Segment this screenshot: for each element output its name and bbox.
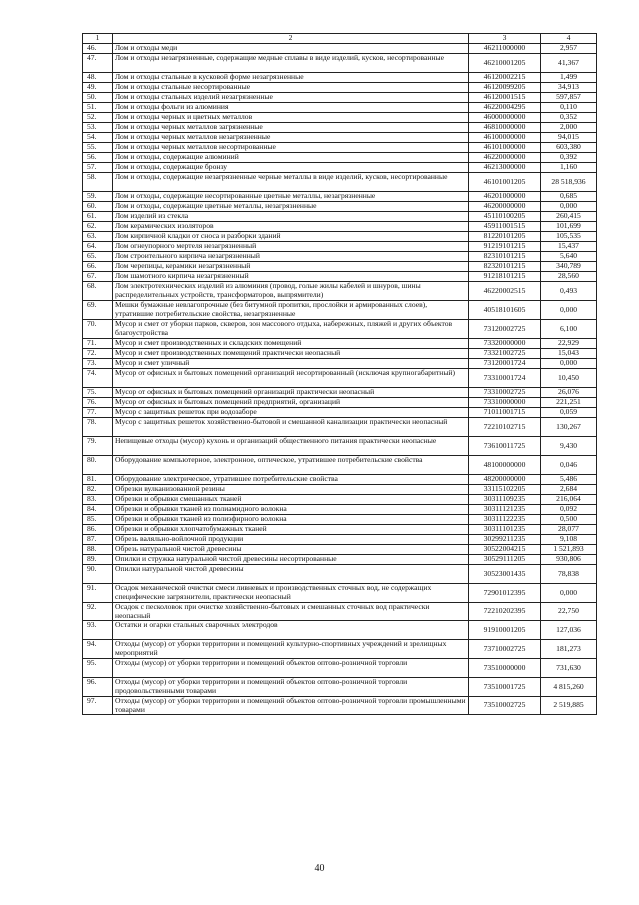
table-row [83, 475, 597, 485]
waste-amount: 930,806 [541, 555, 597, 565]
waste-code: 30522004215 [469, 545, 541, 555]
row-number: 71. [83, 339, 113, 349]
waste-name: Отходы (мусор) от уборки территории и помещений объектов оптово-розничной торговли промышленными товарами [113, 697, 469, 715]
table-row [83, 535, 597, 545]
waste-code: 46810000000 [469, 123, 541, 133]
table-row [83, 232, 597, 242]
row-number: 87. [83, 535, 113, 545]
row-number: 53. [83, 123, 113, 133]
row-number: 88. [83, 545, 113, 555]
waste-code: 91218101215 [469, 272, 541, 282]
row-number: 89. [83, 555, 113, 565]
row-number: 47. [83, 54, 113, 73]
waste-amount: 6,100 [541, 320, 597, 339]
row-number: 51. [83, 103, 113, 113]
row-number: 75. [83, 388, 113, 398]
waste-code: 73310002725 [469, 388, 541, 398]
waste-amount: 1,160 [541, 163, 597, 173]
waste-name: Обрезки и обрывки смешанных тканей [113, 495, 469, 505]
table-row [83, 697, 597, 715]
table-row [83, 398, 597, 408]
waste-code: 73710002725 [469, 640, 541, 659]
waste-amount: 4 815,260 [541, 678, 597, 697]
row-number: 76. [83, 398, 113, 408]
waste-code: 82310101215 [469, 252, 541, 262]
table-row [83, 301, 597, 320]
table-row [83, 495, 597, 505]
row-number: 52. [83, 113, 113, 123]
waste-amount: 28 518,936 [541, 173, 597, 192]
row-number: 49. [83, 83, 113, 93]
waste-amount: 105,535 [541, 232, 597, 242]
waste-code: 72210102715 [469, 418, 541, 437]
row-number: 77. [83, 408, 113, 418]
waste-amount: 22,929 [541, 339, 597, 349]
table-row [83, 262, 597, 272]
table-row [83, 173, 597, 192]
table-row [83, 349, 597, 359]
waste-amount: 0,352 [541, 113, 597, 123]
waste-code: 30311109235 [469, 495, 541, 505]
waste-name: Лом строительного кирпича незагрязненный [113, 252, 469, 262]
table-row [83, 505, 597, 515]
waste-name: Оборудование компьютерное, электронное, оптическое, утратившее потребительские свойства [113, 456, 469, 475]
waste-name: Лом и отходы, содержащие бронзу [113, 163, 469, 173]
waste-amount: 2 519,885 [541, 697, 597, 715]
waste-name: Лом и отходы стальные несортированные [113, 83, 469, 93]
row-number: 61. [83, 212, 113, 222]
table-row [83, 222, 597, 232]
table-row [83, 163, 597, 173]
table-row [83, 282, 597, 301]
table-row [83, 515, 597, 525]
waste-amount: 340,789 [541, 262, 597, 272]
waste-table-body [83, 34, 597, 715]
waste-code: 46101000000 [469, 143, 541, 153]
waste-amount: 0,092 [541, 505, 597, 515]
waste-name: Лом изделий из стекла [113, 212, 469, 222]
row-number: 84. [83, 505, 113, 515]
table-row [83, 123, 597, 133]
table-row [83, 678, 597, 697]
waste-code: 45911001515 [469, 222, 541, 232]
row-number: 50. [83, 93, 113, 103]
waste-name: Лом и отходы фольги из алюминия [113, 103, 469, 113]
waste-amount: 1 521,893 [541, 545, 597, 555]
waste-name: Остатки и огарки стальных сварочных электродов [113, 621, 469, 640]
waste-code: 73310000000 [469, 398, 541, 408]
row-number: 55. [83, 143, 113, 153]
table-row [83, 153, 597, 163]
waste-name: Мешки бумажные невлагопрочные (без битумной пропитки, прослойки и армированных слоев), утратившие потребительские свойства, незагрязненные [113, 301, 469, 320]
waste-code: 30311101235 [469, 525, 541, 535]
waste-amount: 0,493 [541, 282, 597, 301]
row-number: 81. [83, 475, 113, 485]
waste-name: Опилки и стружка натуральной чистой древесины несортированные [113, 555, 469, 565]
waste-code: 30523001435 [469, 565, 541, 584]
waste-name: Мусор с защитных решеток хозяйственно-бытовой и смешанной канализации практически неопасный [113, 418, 469, 437]
waste-code: 73310001724 [469, 369, 541, 388]
waste-name: Лом кирпичной кладки от сноса и разборки зданий [113, 232, 469, 242]
waste-name: Обрезки и обрывки тканей из полиамидного волокна [113, 505, 469, 515]
waste-amount: 0,685 [541, 192, 597, 202]
waste-code: 33115102205 [469, 485, 541, 495]
waste-name: Лом шамотного кирпича незагрязненный [113, 272, 469, 282]
waste-code: 81220101205 [469, 232, 541, 242]
waste-name: Осадок с песколовок при очистке хозяйственно-бытовых и смешанных сточных вод практически неопасный [113, 603, 469, 621]
waste-amount: 130,267 [541, 418, 597, 437]
waste-amount: 216,064 [541, 495, 597, 505]
waste-code: 30529111205 [469, 555, 541, 565]
waste-amount: 94,015 [541, 133, 597, 143]
waste-name: Обрезки вулканизованной резины [113, 485, 469, 495]
waste-name: Осадок механической очистки смеси ливневых и производственных сточных вод, не содержащих специфические загрязнители, практически неопасный [113, 584, 469, 603]
waste-name: Лом и отходы, содержащие цветные металлы, незагрязненные [113, 202, 469, 212]
table-row [83, 485, 597, 495]
waste-amount: 731,630 [541, 659, 597, 678]
waste-amount: 0,392 [541, 153, 597, 163]
waste-code: 46220002515 [469, 282, 541, 301]
table-row [83, 103, 597, 113]
table-row [83, 603, 597, 621]
waste-name: Мусор и смет от уборки парков, скверов, зон массового отдыха, набережных, пляжей и других объектов благоустройства [113, 320, 469, 339]
table-row [83, 565, 597, 584]
waste-amount: 101,699 [541, 222, 597, 232]
waste-code: 46120002215 [469, 73, 541, 83]
row-number: 73. [83, 359, 113, 369]
page-number: 40 [314, 863, 325, 874]
row-number: 94. [83, 640, 113, 659]
waste-code: 73510001725 [469, 678, 541, 697]
waste-code: 46220004295 [469, 103, 541, 113]
row-number: 72. [83, 349, 113, 359]
waste-name: Мусор от офисных и бытовых помещений организаций несортированный (исключая крупногабаритный) [113, 369, 469, 388]
waste-amount: 5,486 [541, 475, 597, 485]
table-row [83, 113, 597, 123]
waste-amount: 22,750 [541, 603, 597, 621]
table-row [83, 418, 597, 437]
waste-amount: 221,251 [541, 398, 597, 408]
waste-amount: 597,857 [541, 93, 597, 103]
row-number: 65. [83, 252, 113, 262]
waste-code: 48100000000 [469, 456, 541, 475]
waste-name: Мусор с защитных решеток при водозаборе [113, 408, 469, 418]
waste-name: Лом и отходы черных металлов несортированные [113, 143, 469, 153]
row-number: 63. [83, 232, 113, 242]
table-row [83, 369, 597, 388]
row-number: 92. [83, 603, 113, 621]
row-number: 95. [83, 659, 113, 678]
waste-amount: 5,640 [541, 252, 597, 262]
waste-name: Мусор и смет производственных и складских помещений [113, 339, 469, 349]
waste-name: Лом и отходы незагрязненные, содержащие медные сплавы в виде изделий, кусков, несортированные [113, 54, 469, 73]
waste-amount: 9,108 [541, 535, 597, 545]
table-row [83, 212, 597, 222]
waste-name: Отходы (мусор) от уборки территории и помещений культурно-спортивных учреждений и зрелищных мероприятий [113, 640, 469, 659]
waste-amount: 41,367 [541, 54, 597, 73]
table-row [83, 44, 597, 54]
waste-code: 46220000000 [469, 153, 541, 163]
waste-name: Непищевые отходы (мусор) кухонь и организаций общественного питания практически неопасные [113, 437, 469, 456]
waste-name: Отходы (мусор) от уборки территории и помещений объектов оптово-розничной торговли продовольственными товарами [113, 678, 469, 697]
waste-name: Лом черепицы, керамики незагрязненный [113, 262, 469, 272]
waste-name: Отходы (мусор) от уборки территории и помещений объектов оптово-розничной торговли [113, 659, 469, 678]
waste-amount: 260,415 [541, 212, 597, 222]
table-row [83, 584, 597, 603]
table-row [83, 320, 597, 339]
table-row [83, 133, 597, 143]
table-row [83, 252, 597, 262]
row-number: 96. [83, 678, 113, 697]
row-number: 80. [83, 456, 113, 475]
waste-name: Лом керамических изоляторов [113, 222, 469, 232]
waste-code: 46211000000 [469, 44, 541, 54]
waste-amount: 1,499 [541, 73, 597, 83]
waste-name: Лом и отходы, содержащие несортированные цветные металлы, незагрязненные [113, 192, 469, 202]
waste-amount: 181,273 [541, 640, 597, 659]
waste-amount: 28,560 [541, 272, 597, 282]
waste-amount: 127,036 [541, 621, 597, 640]
waste-amount: 0,000 [541, 301, 597, 320]
waste-name: Лом и отходы черных металлов незагрязненные [113, 133, 469, 143]
waste-name: Мусор и смет производственных помещений практически неопасный [113, 349, 469, 359]
table-row [83, 339, 597, 349]
row-number: 56. [83, 153, 113, 163]
waste-amount: 26,076 [541, 388, 597, 398]
waste-code: 91910001205 [469, 621, 541, 640]
waste-code: 40518101605 [469, 301, 541, 320]
waste-code: 48200000000 [469, 475, 541, 485]
waste-code: 46201000000 [469, 192, 541, 202]
waste-name: Мусор от офисных и бытовых помещений предприятий, организаций [113, 398, 469, 408]
waste-table [82, 33, 597, 715]
waste-code: 72901012395 [469, 584, 541, 603]
waste-code: 73510000000 [469, 659, 541, 678]
table-row [83, 640, 597, 659]
waste-amount: 15,043 [541, 349, 597, 359]
table-row [83, 456, 597, 475]
waste-code: 73610011725 [469, 437, 541, 456]
table-row [83, 388, 597, 398]
table-row [83, 73, 597, 83]
row-number: 85. [83, 515, 113, 525]
row-number: 68. [83, 282, 113, 301]
waste-amount: 0,059 [541, 408, 597, 418]
table-row [83, 621, 597, 640]
waste-code: 73321002725 [469, 349, 541, 359]
table-row [83, 83, 597, 93]
row-number: 48. [83, 73, 113, 83]
waste-code: 73120001724 [469, 359, 541, 369]
waste-name: Лом и отходы стальные в кусковой форме незагрязненные [113, 73, 469, 83]
row-number: 67. [83, 272, 113, 282]
table-row [83, 93, 597, 103]
row-number: 64. [83, 242, 113, 252]
table-row [83, 272, 597, 282]
waste-amount: 9,430 [541, 437, 597, 456]
waste-name: Лом огнеупорного мертеля незагрязненный [113, 242, 469, 252]
header-col-1: 1 [83, 34, 113, 44]
table-row [83, 359, 597, 369]
row-number: 70. [83, 320, 113, 339]
waste-name: Мусор от офисных и бытовых помещений организаций практически неопасный [113, 388, 469, 398]
row-number: 90. [83, 565, 113, 584]
waste-amount: 603,380 [541, 143, 597, 153]
waste-code: 46120099205 [469, 83, 541, 93]
waste-name: Лом и отходы черных металлов загрязненные [113, 123, 469, 133]
row-number: 46. [83, 44, 113, 54]
waste-name: Обрезь натуральной чистой древесины [113, 545, 469, 555]
row-number: 93. [83, 621, 113, 640]
waste-code: 46101001205 [469, 173, 541, 192]
table-row [83, 143, 597, 153]
waste-name: Обрезки и обрывки хлопчатобумажных тканей [113, 525, 469, 535]
table-row [83, 545, 597, 555]
waste-amount: 78,838 [541, 565, 597, 584]
waste-amount: 28,077 [541, 525, 597, 535]
row-number: 69. [83, 301, 113, 320]
waste-name: Обрезки и обрывки тканей из полиэфирного волокна [113, 515, 469, 525]
waste-amount: 0,000 [541, 202, 597, 212]
table-row [83, 525, 597, 535]
table-header-row [83, 34, 597, 44]
waste-code: 73120002725 [469, 320, 541, 339]
waste-name: Лом и отходы, содержащие незагрязненные черные металлы в виде изделий, кусков, несортированные [113, 173, 469, 192]
table-row [83, 555, 597, 565]
waste-name: Лом и отходы стальных изделий незагрязненные [113, 93, 469, 103]
waste-code: 71011001715 [469, 408, 541, 418]
row-number: 82. [83, 485, 113, 495]
waste-code: 30299211235 [469, 535, 541, 545]
waste-code: 30311121235 [469, 505, 541, 515]
row-number: 60. [83, 202, 113, 212]
row-number: 58. [83, 173, 113, 192]
waste-name: Лом электротехнических изделий из алюминия (провод, голые жилы кабелей и шнуров, шины распределительных устройств, трансформаторов, выпрямители) [113, 282, 469, 301]
row-number: 62. [83, 222, 113, 232]
waste-name: Лом и отходы меди [113, 44, 469, 54]
waste-name: Мусор и смет уличный [113, 359, 469, 369]
waste-name: Лом и отходы черных и цветных металлов [113, 113, 469, 123]
row-number: 54. [83, 133, 113, 143]
waste-code: 82320101215 [469, 262, 541, 272]
waste-code: 46210001205 [469, 54, 541, 73]
waste-amount: 0,500 [541, 515, 597, 525]
waste-code: 46200000000 [469, 202, 541, 212]
waste-amount: 0,000 [541, 584, 597, 603]
waste-code: 45110100205 [469, 212, 541, 222]
row-number: 57. [83, 163, 113, 173]
waste-code: 73510002725 [469, 697, 541, 715]
waste-code: 46120001515 [469, 93, 541, 103]
waste-amount: 34,913 [541, 83, 597, 93]
table-row [83, 437, 597, 456]
waste-amount: 2,957 [541, 44, 597, 54]
table-row [83, 202, 597, 212]
row-number: 91. [83, 584, 113, 603]
waste-amount: 2,684 [541, 485, 597, 495]
waste-amount: 2,000 [541, 123, 597, 133]
waste-amount: 10,450 [541, 369, 597, 388]
table-row [83, 659, 597, 678]
waste-name: Опилки натуральной чистой древесины [113, 565, 469, 584]
header-col-2: 2 [113, 34, 469, 44]
waste-name: Обрезь валяльно-войлочной продукции [113, 535, 469, 545]
waste-code: 46213000000 [469, 163, 541, 173]
row-number: 83. [83, 495, 113, 505]
waste-amount: 0,000 [541, 359, 597, 369]
row-number: 79. [83, 437, 113, 456]
header-col-4: 4 [541, 34, 597, 44]
waste-code: 46100000000 [469, 133, 541, 143]
waste-amount: 15,437 [541, 242, 597, 252]
waste-amount: 0,046 [541, 456, 597, 475]
table-row [83, 192, 597, 202]
waste-amount: 0,110 [541, 103, 597, 113]
waste-name: Оборудование электрическое, утратившее потребительские свойства [113, 475, 469, 485]
waste-code: 73320000000 [469, 339, 541, 349]
waste-code: 46000000000 [469, 113, 541, 123]
row-number: 66. [83, 262, 113, 272]
row-number: 86. [83, 525, 113, 535]
table-row [83, 408, 597, 418]
row-number: 97. [83, 697, 113, 715]
table-row [83, 242, 597, 252]
row-number: 59. [83, 192, 113, 202]
table-row [83, 54, 597, 73]
waste-code: 30311122235 [469, 515, 541, 525]
header-col-3: 3 [469, 34, 541, 44]
waste-code: 91219101215 [469, 242, 541, 252]
waste-name: Лом и отходы, содержащие алюминий [113, 153, 469, 163]
row-number: 74. [83, 369, 113, 388]
waste-code: 72210202395 [469, 603, 541, 621]
row-number: 78. [83, 418, 113, 437]
